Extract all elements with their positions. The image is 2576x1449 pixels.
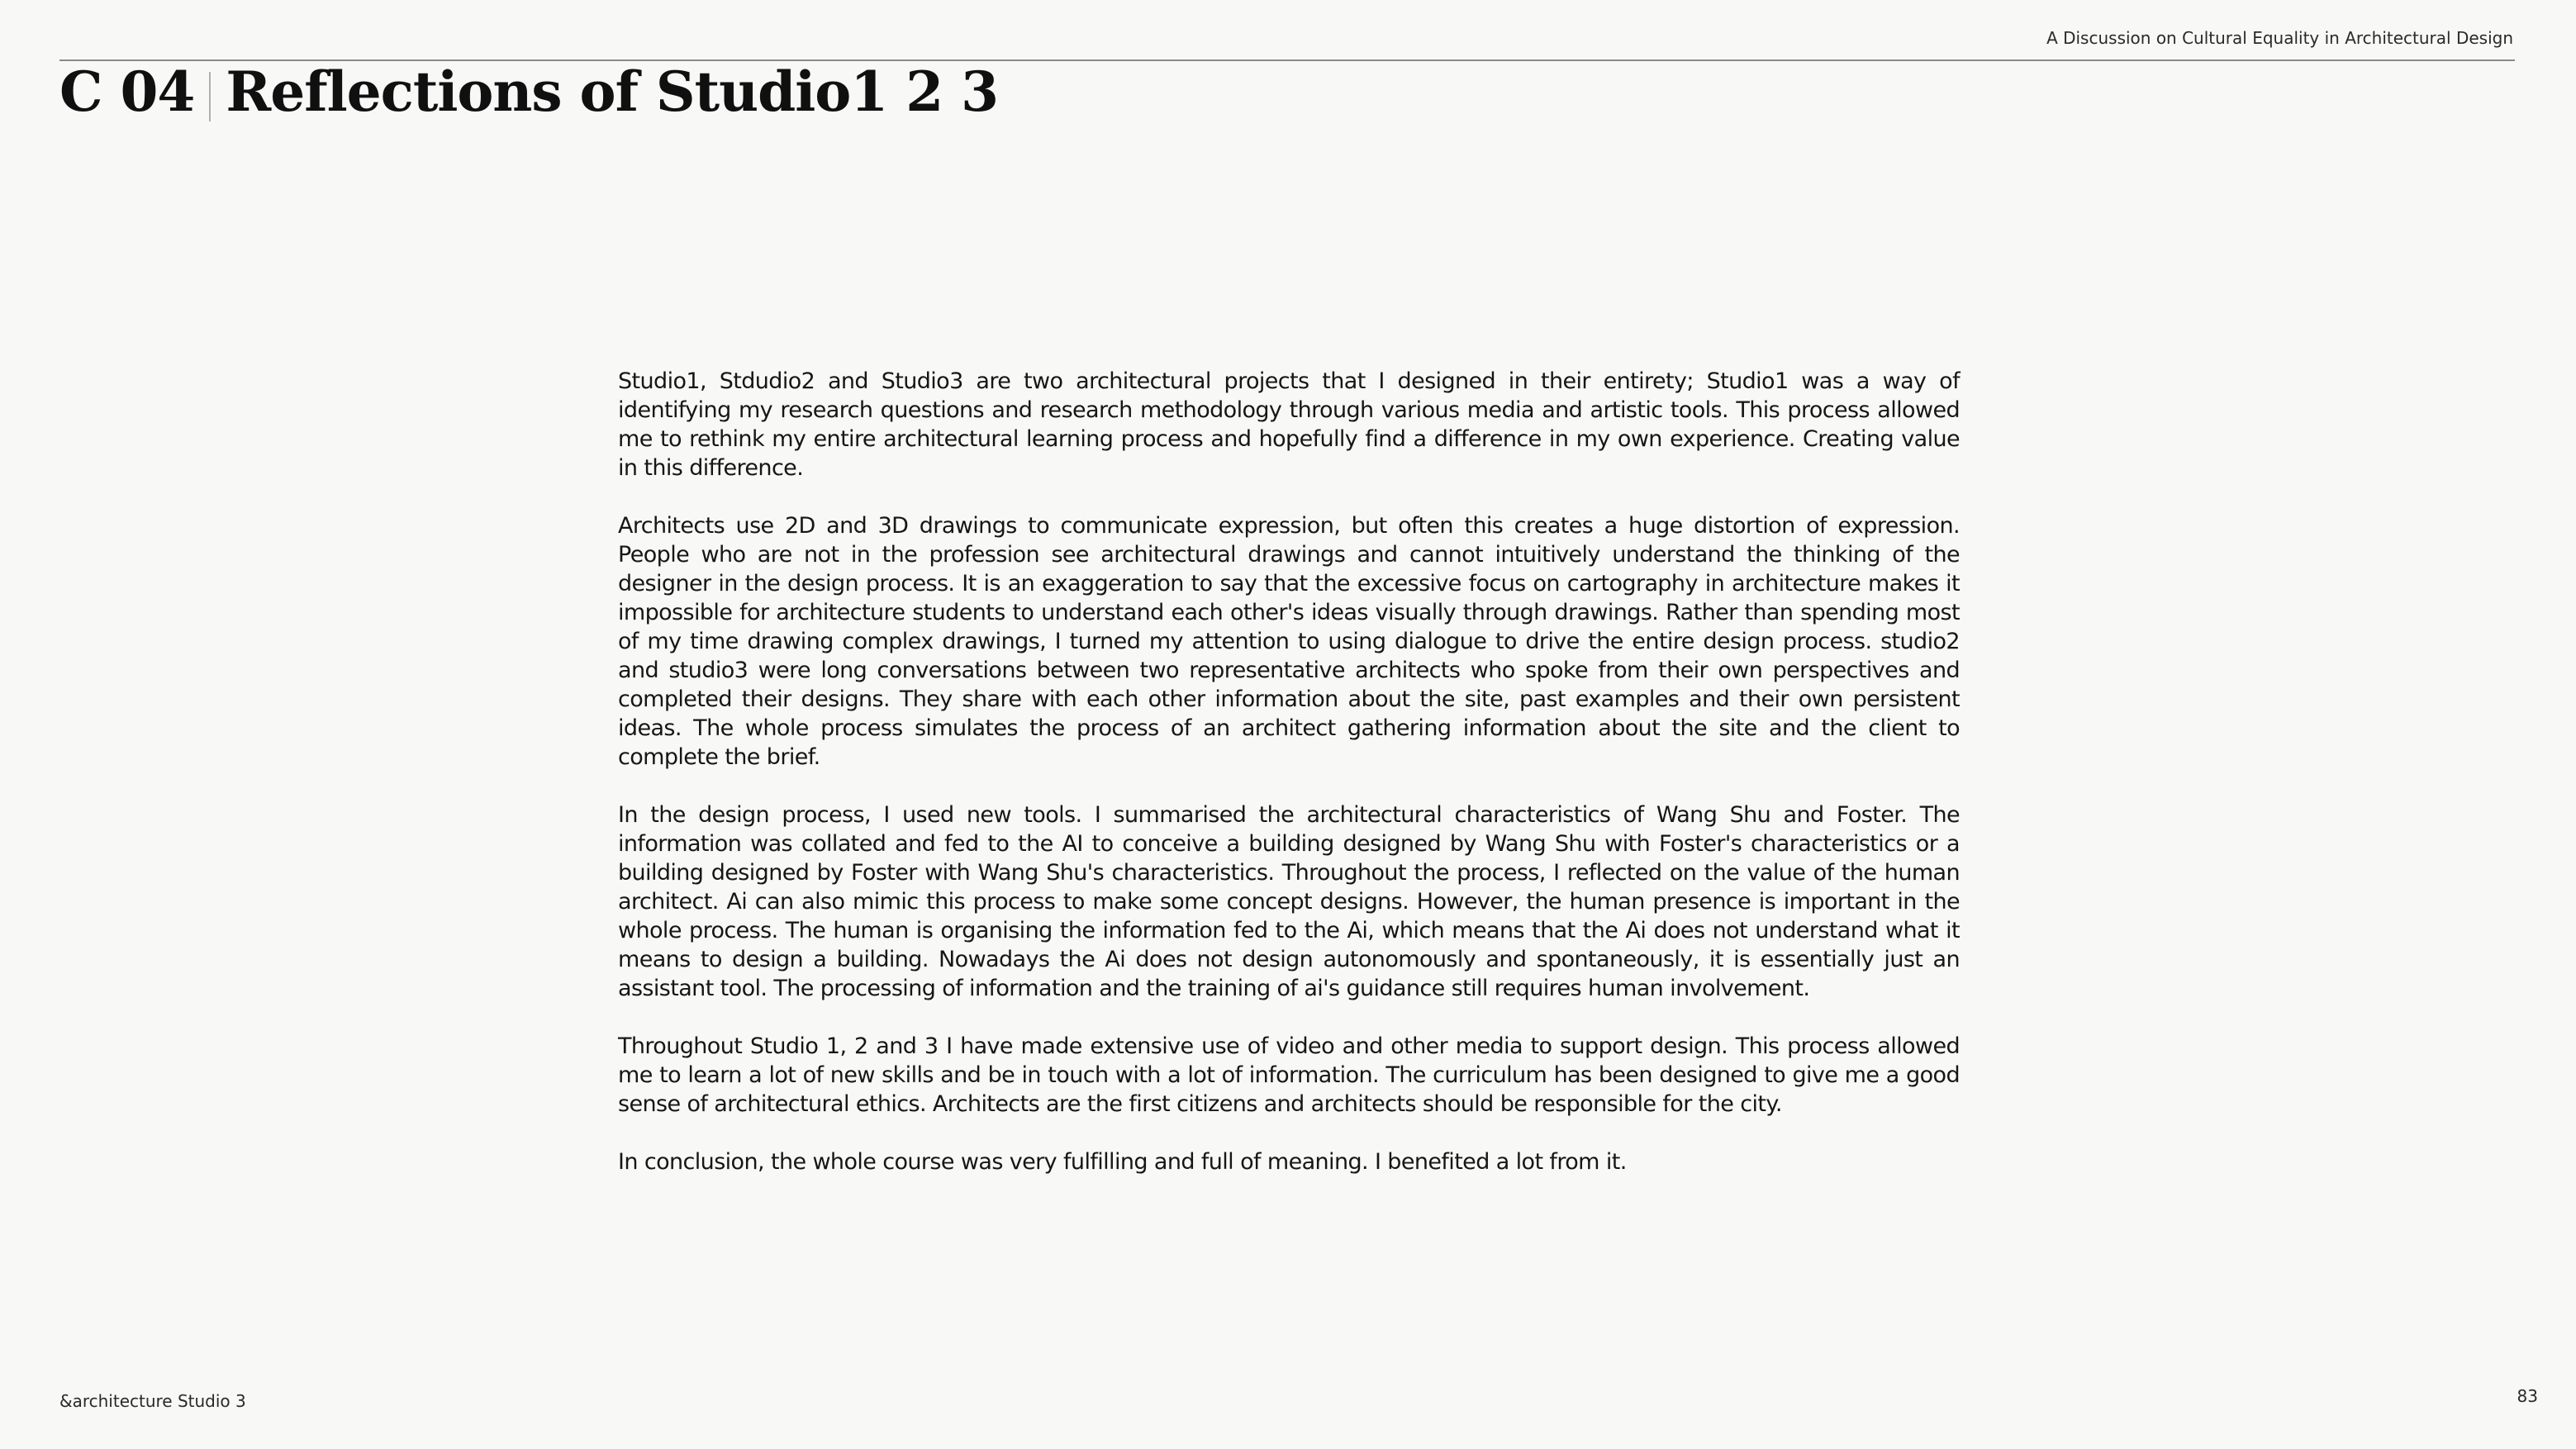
footer-studio-label: &architecture Studio 3: [59, 1391, 246, 1411]
page-title: [59, 59, 999, 124]
paragraph-5: In conclusion, the whole course was very fulfilling and full of meaning. I benefited a lot from it.: [618, 1149, 1627, 1175]
paragraph-3: In the design process, I used new tools. I summarised the architectural characteristics of Wang Shu and Foster. The information was collated and fed to the AI to conceive a building designed by Wang Shu with Foster's characteristics or a building designed by Foster with Wang Shu's characteristics. Throughout the process, I reflected on the value of the human architect. Ai can also mimic this process to make some concept designs. However, the human presence is important in the whole process. The human is organising the information fed to the Ai, which means that the Ai does not understand what it means to design a building. Nowadays the Ai does not design autonomously and spontaneously, it is essentially just an assistant tool. The processing of information and the training of ai's guidance still requires human involvement.: [618, 802, 1960, 1001]
paragraph-1: Studio1, Stdudio2 and Studio3 are two architectural projects that I designed in their entirety; Studio1 was a way of identifying my research questions and research methodology through various media and artistic tools. This process allowed me to rethink my entire architectural learning process and hopefully find a difference in my own experience. Creating value in this difference.: [618, 368, 1960, 481]
header-caption: A Discussion on Cultural Equality in Architectural Design: [2046, 28, 2513, 48]
body-text: [618, 367, 1960, 1205]
title-separator: [209, 72, 211, 121]
paragraph-2: Architects use 2D and 3D drawings to communicate expression, but often this creates a huge distortion of expression. People who are not in the profession see architectural drawings and cannot intuitively understand the thinking of the designer in the design process. It is an exaggeration to say that the excessive focus on cartography in architecture makes it impossible for architecture students to understand each other's ideas visually through drawings. Rather than spending most of my time drawing complex drawings, I turned my attention to using dialogue to drive the entire design process. studio2 and studio3 were long conversations between two representative architects who spoke from their own perspectives and completed their designs. They share with each other information about the site, past examples and their own persistent ideas. The whole process simulates the process of an architect gathering information about the site and the client to complete the brief.: [618, 513, 1960, 770]
paragraph-4: Throughout Studio 1, 2 and 3 I have made extensive use of video and other media to support design. This process allowed me to learn a lot of new skills and be in touch with a lot of information. The curriculum has been designed to give me a good sense of architectural ethics. Architects are the first citizens and architects should be responsible for the city.: [618, 1033, 1960, 1117]
chapter-title: Reflections of Studio1 2 3: [226, 59, 999, 124]
page-number: 83: [2517, 1386, 2538, 1406]
chapter-number: C 04: [59, 59, 195, 124]
